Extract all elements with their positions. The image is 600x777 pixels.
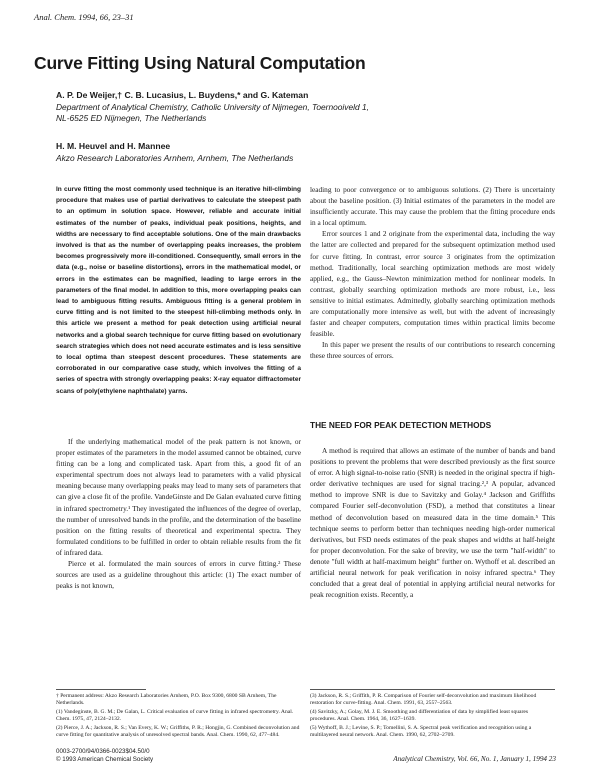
- journal-citation: Anal. Chem. 1994, 66, 23–31: [34, 12, 134, 22]
- affiliation-secondary: Akzo Research Laboratories Arnhem, Arnhem, The Netherlands: [56, 153, 294, 163]
- footnotes-right: [310, 693, 555, 740]
- affiliation-primary: [56, 102, 369, 124]
- footnote-divider: [56, 689, 146, 690]
- body-paragraph: leading to poor convergence or to ambiguous solutions. (2) There is uncertainty about the baseline position. (3) Initial estimates of the parameters in the model are insufficiently accurate. This may cause the problem that the fitting procedure ends in a local optimum.: [310, 185, 555, 228]
- body-paragraph: In this paper we present the results of our contributions to research concerning these three sources of errors.: [310, 340, 555, 361]
- footnote: (4) Savitzky, A.; Golay, M. J. E. Smoothing and differentiation of data by simplified least squares procedures. Anal. Chem. 1964, 36, 1627–1639.: [310, 708, 529, 723]
- footnote: (5) Wythoff, B. J.; Levine, S. P.; Tomellini, S. A. Spectral peak verification and recognition using a multilayered neural network. Anal. Chem. 1990, 62, 2702–2709.: [310, 724, 532, 739]
- body-left-column: [56, 436, 301, 591]
- publication-code: 0003-2700/94/0366-0023$04.50/0: [56, 748, 150, 755]
- footnote: † Permanent address: Akzo Research Laboratories Arnhem, P.O. Box 9300, 6800 SB Arnhem, The Netherlands.: [56, 693, 277, 707]
- authors-secondary: H. M. Heuvel and H. Mannee: [56, 141, 171, 151]
- affiliation-line: NL-6525 ED Nijmegen, The Netherlands: [56, 113, 207, 123]
- affiliation-line: Department of Analytical Chemistry, Catholic University of Nijmegen, Toernooiveld 1,: [56, 102, 369, 112]
- body-paragraph: If the underlying mathematical model of the peak pattern is not known, or proper estimates of the parameters in the model assumed cannot be obtained, curve fitting can be a long and complicated task. Apart from this, a good fit of an experimental spectrum does not always lead to parameters with a valid physical meaning because many overlapping peaks may lead to many sets of parameters that can give a close fit of the profile. VandeGinste and De Galan evaluated curve fitting in infrared spectrometry.¹ They investigated the influences of the degree of overlap, the number of unresolved bands in the profile, and the determination of the baseline position on the fitting results of theoretical and experimental spectra. They formulated conditions to be fulfilled in order to obtain reliable results from the fit of infrared data.: [56, 437, 301, 557]
- abstract: In curve fitting the most commonly used technique is an iterative hill-climbing procedure that makes use of partial derivatives to calculate the steepest path to an optimum in solution space. However, reliable and accurate initial estimates of the number of peaks, individual peak positions, heights, and widths are necessary to find acceptable solutions. One of the main drawbacks involved is that as the number of overlapping peaks increases, the problem becomes progressively more ill-conditioned. Consequently, small errors in the data (e.g., noise or baseline distortions), errors in the mathematical model, or errors in the estimates can be magnified, leading to large errors in the parameters of the final model. In addition to this, more overlapping peaks can lead to ambiguous fitting results. Ambiguous fitting is a general problem in curve fitting and is not limited to the steepest hill-climbing methods only. In this article we present a method for peak detection using artificial neural networks and a global search technique for curve fitting based on evolutionary search strategies which does not need accurate estimates and is less sensitive to local optima than steepest descent procedures. These statements are corroborated in our comparative case study, which involves the fitting of a series of spectra with strongly overlapping peaks: X-ray equator diffractometer scans of poly(ethylene naphthalate) yarns.: [56, 186, 301, 395]
- body-paragraph: Error sources 1 and 2 originate from the experimental data, including the way the latter are collected and prepared for the subsequent optimization method used for curve fitting. In contrast, error source 3 originates from the optimization method. Traditionally, local searching optimization methods are most widely applied, e.g., the Gauss–Newton minimization method for nonlinear models. In contrast, globally searching optimization methods are more robust, i.e., less sensitive to initial estimates. Admittedly, globally searching optimization methods are computationally more intensive as well, but with the advent of increasingly faster and cheaper computers, computation times within practical limits become feasible.: [310, 229, 555, 339]
- article-title: Curve Fitting Using Natural Computation: [34, 53, 366, 73]
- authors-primary: A. P. De Weijer,† C. B. Lucasius, L. Buydens,* and G. Kateman: [56, 90, 309, 100]
- section-heading: THE NEED FOR PEAK DETECTION METHODS: [310, 420, 492, 430]
- body-right-column-top: [310, 184, 555, 362]
- publication-codes: [56, 748, 153, 765]
- footnote: (2) Pierce, J. A.; Jackson, R. S.; Van Every, K. W.; Griffiths, P. R.; Hongjin, G. Combined deconvolution and curve fitting for quantitative analysis of unresolved spectral bands. Anal. Chem. 1990, 62, 477–484.: [56, 724, 300, 739]
- footnotes-left: [56, 693, 301, 740]
- body-paragraph: Pierce et al. formulated the main sources of errors in curve fitting.² These sources are used as a guideline throughout this article: (1) The exact number of peaks is not known,: [56, 559, 301, 591]
- footnote: (3) Jackson, R. S.; Griffith, P. R. Comparison of Fourier self-deconvolution and maximum likelihood restoration for curve-fitting. Anal. Chem. 1991, 63, 2557–2563.: [310, 693, 537, 707]
- body-paragraph: A method is required that allows an estimate of the number of bands and band positions to prevent the problems that were described previously as the first source of error. A high signal-to-noise ratio (SNR) is needed in the original spectra if high-order derivative techniques are used for signal tracing.²,³ A popular, advanced method to improve SNR is due to Savitzky and Golay.⁴ Jackson and Griffiths compared Fourier self-deconvolution (FSD), a method that constitutes a linear method of deconvolution based on measured data in the time domain.⁵ This technique seems to perform better than techniques needing high-order numerical derivatives, but FSD needs estimates of the peak shapes and widths at half-height for proper deconvolution. For the sake of brevity, we use the term "half-width" to denote "full width at half-maximum height" further on. Wythoff et al. described an artificial neural network for peak verification in noisy infrared spectra.⁶ They concluded that a great deal of potential in applying artificial neural networks for peak recognition exists. Recently, a: [310, 446, 555, 600]
- footnote: (1) Vandeginste, B. G. M.; De Galan, L. Critical evaluation of curve fitting in infrared spectrometry. Anal. Chem. 1975, 47, 2124–2132.: [56, 708, 294, 723]
- page-footer: Analytical Chemistry, Vol. 66, No. 1, January 1, 1994 23: [393, 755, 556, 763]
- body-right-column-bottom: [310, 445, 555, 600]
- footnote-divider: [310, 689, 555, 690]
- copyright-notice: © 1993 American Chemical Society: [56, 756, 154, 764]
